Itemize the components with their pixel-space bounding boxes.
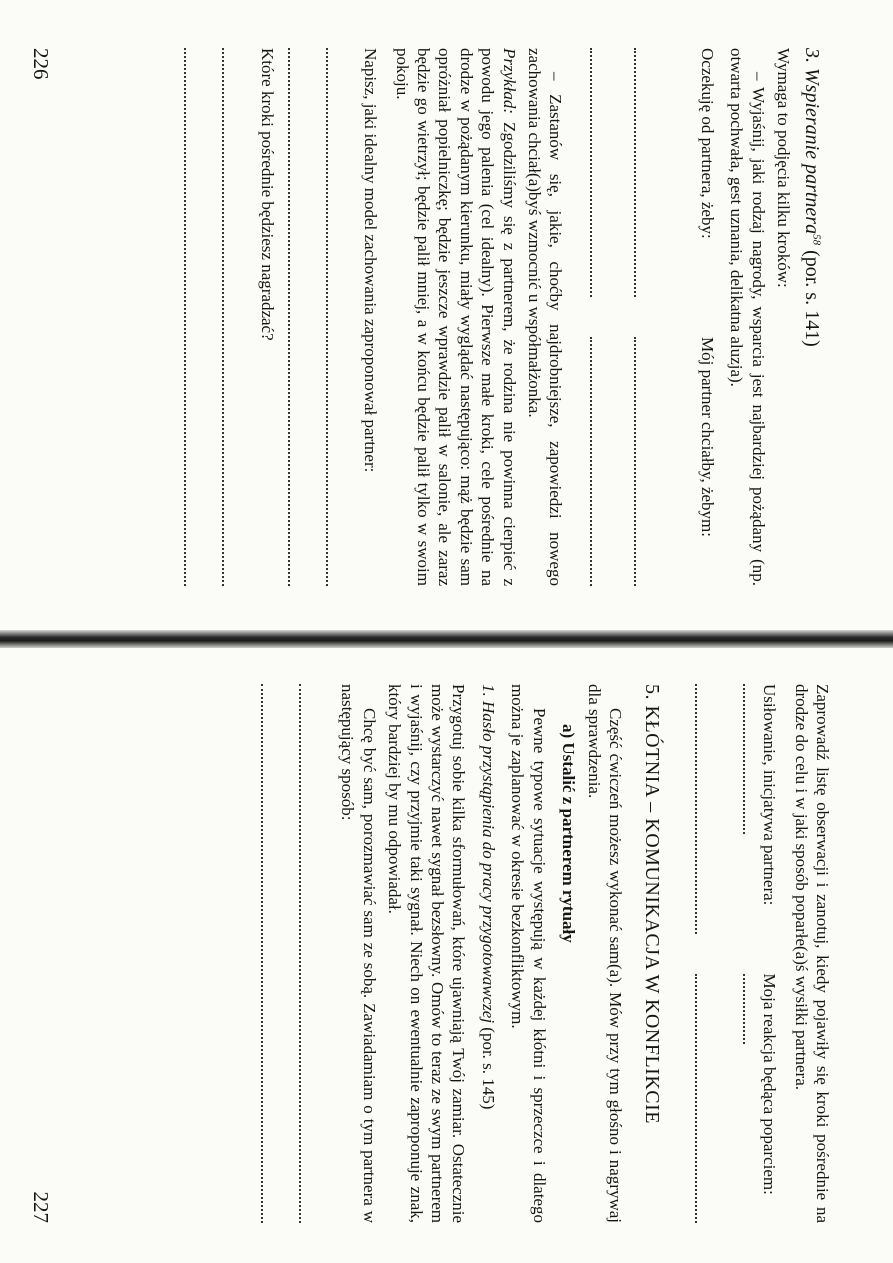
paragraph: Zaprowadź listę obserwacji i zanotuj, kiedy pojawiły się kroki pośrednie na drodze do celu i w jaki sposób poparłe(a)ś wysiłki partnera.	[791, 684, 832, 1223]
page-number: 226	[29, 48, 53, 80]
paragraph: Napisz, jaki idealny model zachowania zaproponował partner:	[361, 48, 381, 473]
chapter-title: 5. KŁÓTNIA – KOMUNIKACJA W KONFLIKCIE	[641, 684, 664, 1124]
column-label: Moja reakcja będąca poparciem:	[737, 974, 780, 1224]
two-column-prompt	[696, 48, 717, 586]
paragraph: – Wyjaśnij, jaki rodzaj nagrody, wsparcia jest najbardziej pożądany (np. otwarta pochwała, gest uznania, delikatna aluzja).	[727, 48, 768, 586]
answer-line[interactable]	[326, 48, 354, 586]
answer-line[interactable]	[299, 684, 327, 1223]
answer-line[interactable]	[261, 684, 289, 1223]
answer-line[interactable]	[743, 684, 757, 834]
section-heading: 3. Wspieranie partnera$^{58}$ (por. s. 141)	[801, 48, 823, 347]
paragraph: Chcę być sam, porozmawiać sam ze sobą. Zawiadamiam o tym partnera w następujący sposób:	[338, 684, 379, 1223]
paragraph: Część ćwiczeń możesz wykonać sam(a). Mów przy tym głośno i nagrywaj dla sprawdzenia.	[584, 684, 626, 1223]
answer-line[interactable]	[590, 48, 618, 297]
answer-line[interactable]	[184, 48, 212, 586]
answer-line[interactable]	[222, 48, 250, 586]
paragraph: Przygotuj sobie kilka sformułowań, które ujawniają Twój zamiar. Ostatecznie może wystarczyć nawet sygnał bezsłowny. Omów to teraz ze swym partnerem i wyjaśnij, czy przyjmie taki sygnał. Niech on ewentualnie zaproponuje znak, który bardziej by mu odpowiadał.	[385, 684, 469, 1223]
column-label: Mój partner chciałby, żebym:	[697, 337, 717, 537]
left-page	[0, 0, 893, 630]
example-paragraph: Przykład: Zgodziliśmy się z partnerem, że rodzina nie powinna cierpieć z powodu jego palenia (cel idealny). Pierwsze małe kroki, cele pośrednie na drodze w pożądanym kierunku, miały wyglądać następująco: mąż będzie sam opróżniał popielniczkę; będzie jeszcze wprawdzie palił w salonie, ale zaraz będzie go wietrzył; będzie palił mniej, a w końcu będzie palił tylko w swoim pokoju.	[392, 48, 519, 586]
column-label: Oczekuję od partnera, żeby:	[697, 48, 717, 239]
answer-lines	[580, 48, 624, 586]
answer-line[interactable]	[634, 337, 662, 586]
right-page	[0, 648, 893, 1263]
answer-line[interactable]	[695, 974, 723, 1224]
paragraph: – Zastanów się, jakie, choćby najdrobniejsze, zapowiedzi nowego zachowania chciał(a)byś wzmocnić u współmałżonka.	[524, 48, 566, 586]
page-number: 227	[29, 1191, 53, 1223]
subheading: a) Ustalić z partnerem rytuały	[558, 724, 578, 943]
answer-line[interactable]	[288, 48, 316, 586]
answer-line[interactable]	[695, 684, 723, 934]
paragraph: Które kroki pośrednie będziesz nagradzać?	[257, 48, 277, 341]
two-column-prompt	[737, 684, 780, 1223]
column-label: Usiłowanie, inicjatywa partnera:	[737, 684, 780, 934]
answer-line[interactable]	[634, 48, 662, 297]
paragraph: Wymaga to podjęcia kilku kroków:	[774, 48, 793, 288]
answer-lines	[685, 684, 729, 1223]
answer-lines	[624, 48, 668, 586]
exercise-heading: 1. Hasło przystąpienia do pracy przygotowawczej (por. s. 145)	[478, 684, 498, 1110]
answer-line[interactable]	[590, 337, 618, 586]
book-spine	[0, 630, 893, 648]
paragraph: Pewne typowe sytuacje występują w każdej kłótni i sprzeczce i dlatego można je zaplanować w okresie bezkonfliktowym.	[508, 684, 549, 1223]
answer-line[interactable]	[743, 974, 757, 1044]
